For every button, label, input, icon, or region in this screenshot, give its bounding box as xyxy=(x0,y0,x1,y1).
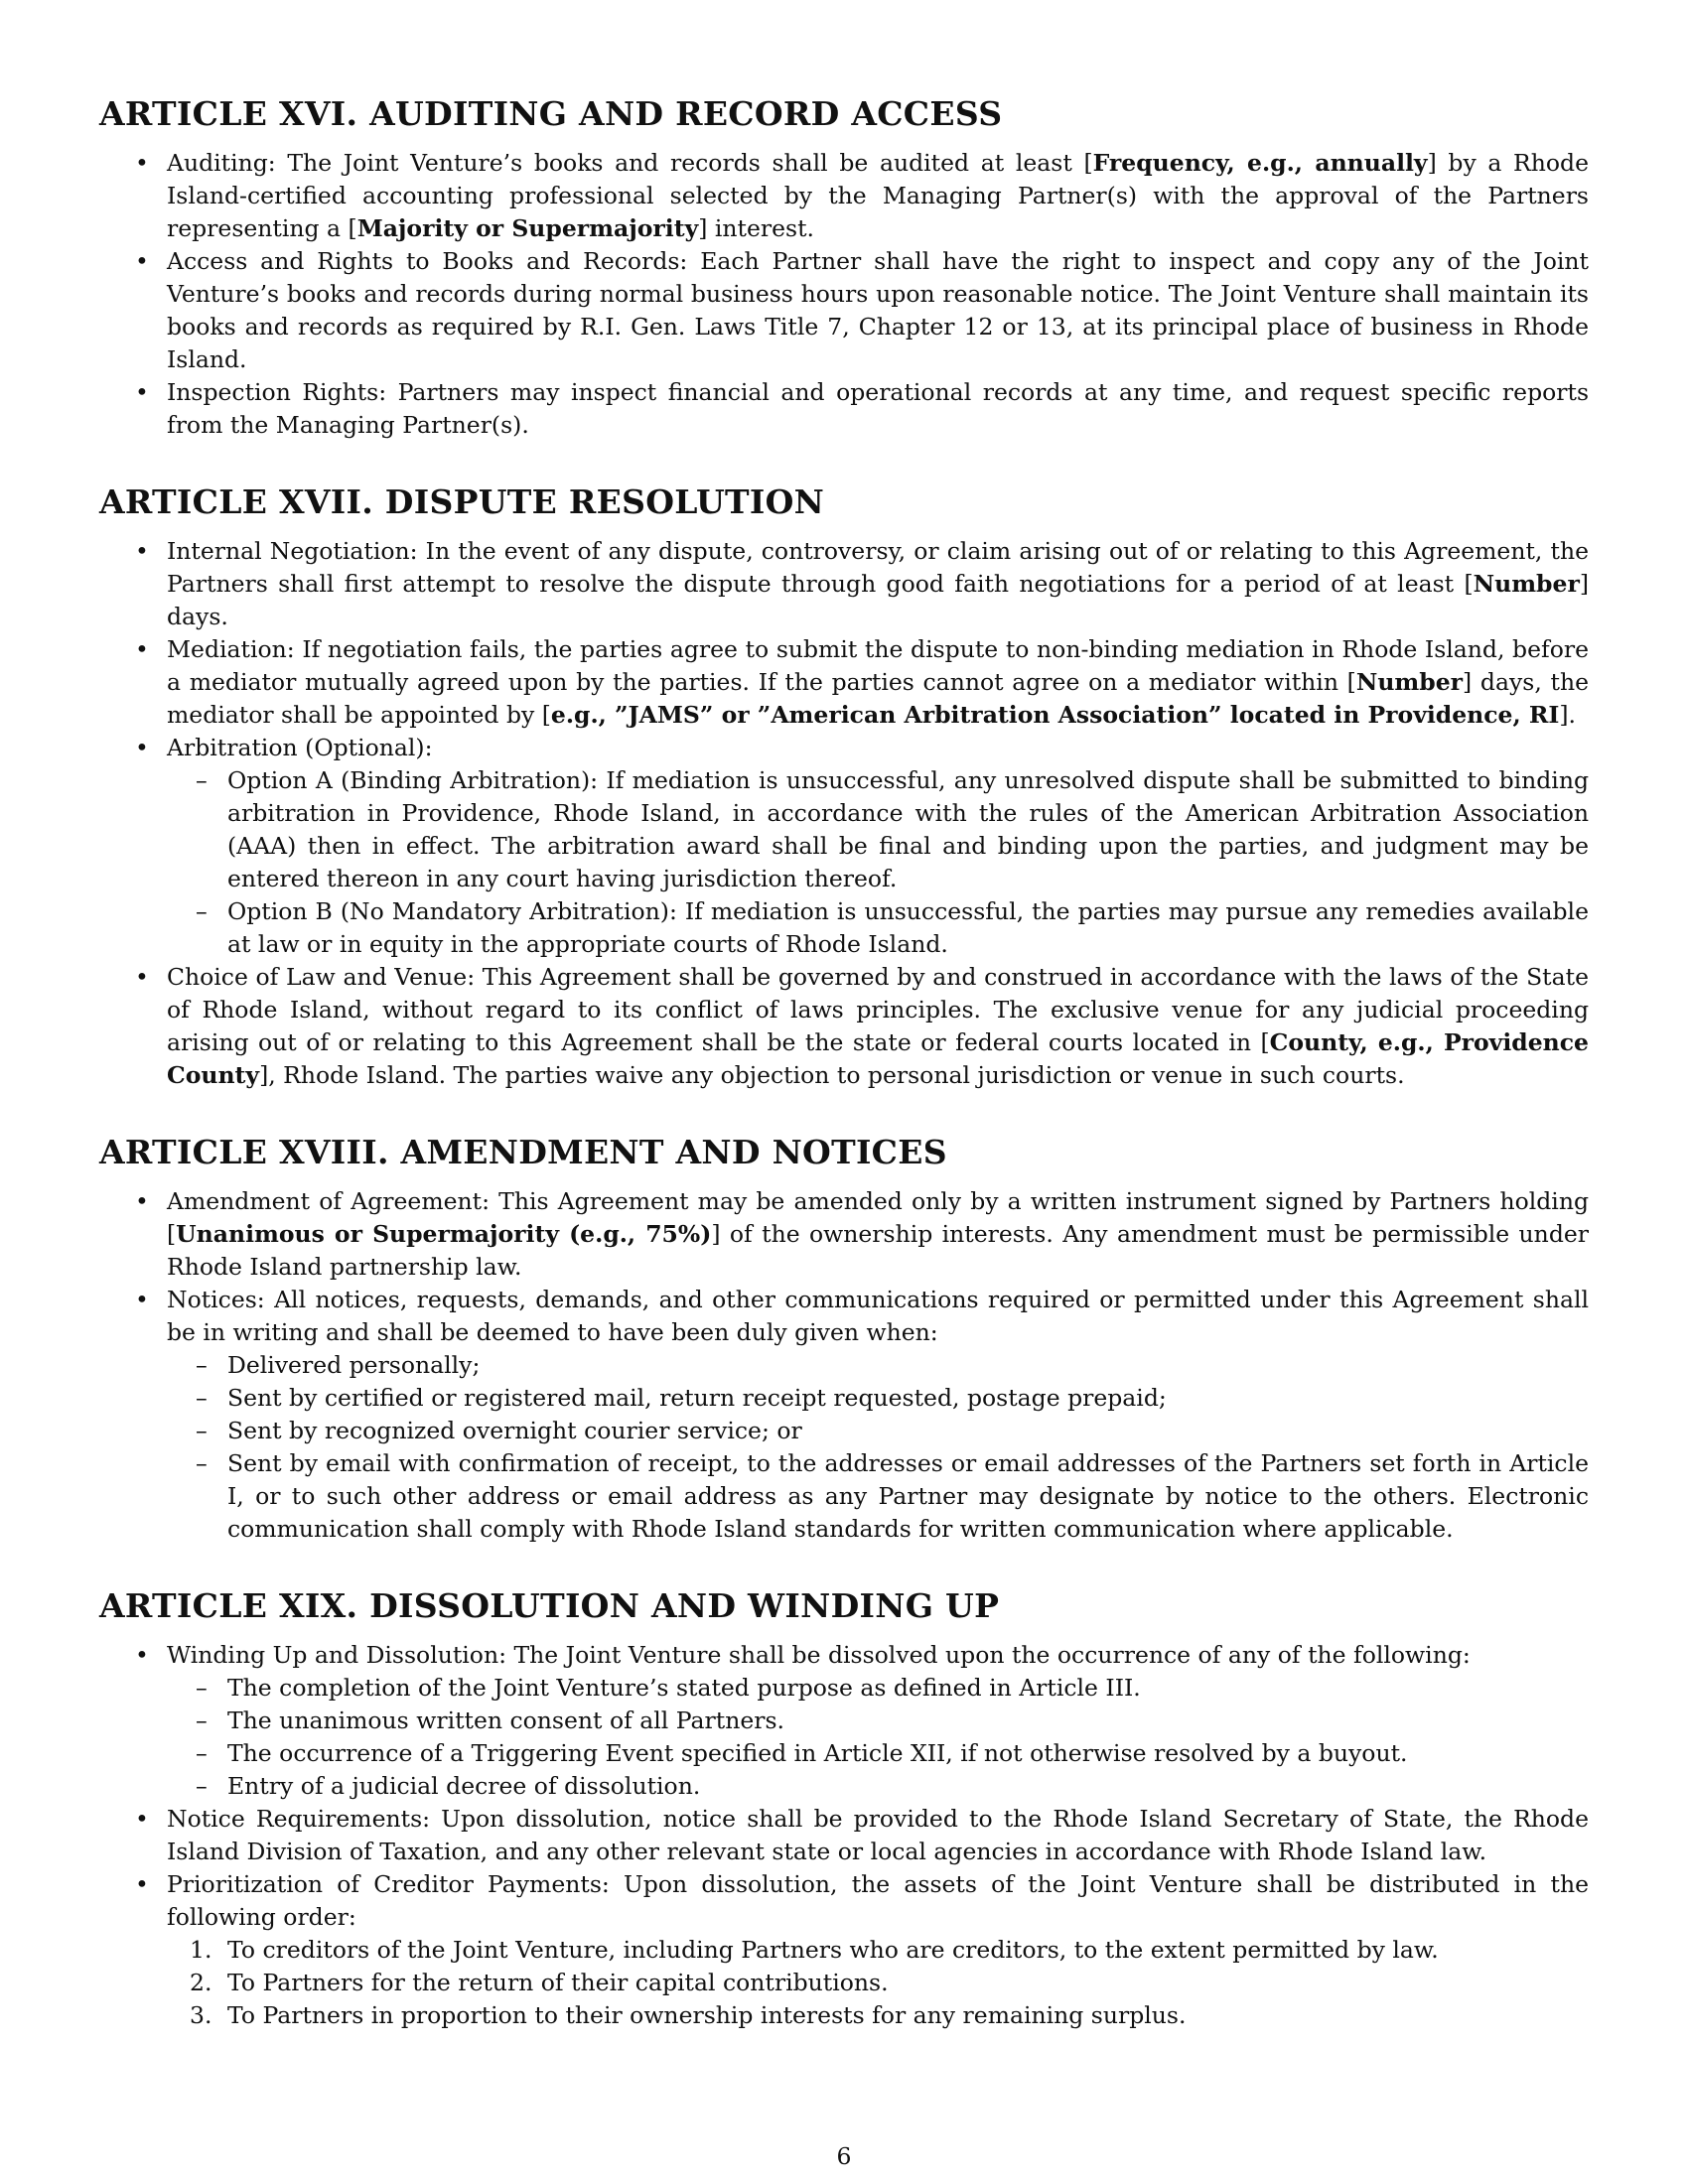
article-xvii-section xyxy=(99,479,1589,1092)
list-item: • Amendment of Agreement: This Agreement may be amended only by a written instrument signed by Partners holding [Unanimous or Supermajority (e.g., 75%)] of the ownership interests. Any amendment must be permissible under Rhode Island partnership law. xyxy=(99,1185,1589,1284)
numbered-item: 3. To Partners in proportion to their ownership interests for any remaining surplus. xyxy=(167,1999,1589,2032)
numbered-item: 2. To Partners for the return of their capital contributions. xyxy=(167,1967,1589,1999)
section-heading: ARTICLE XVII. DISPUTE RESOLUTION xyxy=(99,482,825,521)
bullet-list xyxy=(99,535,1589,1092)
numbered-list xyxy=(167,1934,1589,2032)
sub-list-item: – The unanimous written consent of all Partners. xyxy=(167,1705,1589,1737)
item-number: 2. xyxy=(190,1969,212,1996)
sub-list xyxy=(167,1672,1589,1803)
article-xix-section xyxy=(99,1583,1589,2032)
section-heading: ARTICLE XVIII. AMENDMENT AND NOTICES xyxy=(99,1133,947,1171)
list-item: • Mediation: If negotiation fails, the parties agree to submit the dispute to non-binding mediation in Rhode Island, before a mediator mutually agreed upon by the parties. If the parties cannot agree on a mediator within [Number] days, the mediator shall be appointed by [e.g., ”JAMS” or ”American Arbitration Association” located in Providence, RI]. xyxy=(99,633,1589,732)
list-item: • Internal Negotiation: In the event of any dispute, controversy, or claim arising out of or relating to this Agreement, the Partners shall first attempt to resolve the dispute through good faith negotiations for a period of at least [Number] days. xyxy=(99,535,1589,633)
sub-list-item: – Entry of a judicial decree of dissolution. xyxy=(167,1770,1589,1803)
sub-list-item: – The occurrence of a Triggering Event specified in Article XII, if not otherwise resolved by a buyout. xyxy=(167,1737,1589,1770)
sub-list-item: – Sent by certified or registered mail, return receipt requested, postage prepaid; xyxy=(167,1382,1589,1415)
bullet-list xyxy=(99,147,1589,442)
numbered-item: 1. To creditors of the Joint Venture, including Partners who are creditors, to the extent permitted by law. xyxy=(167,1934,1589,1967)
list-item: • Inspection Rights: Partners may inspect financial and operational records at any time, and request specific reports from the Managing Partner(s). xyxy=(99,376,1589,442)
list-item: • Winding Up and Dissolution: The Joint Venture shall be dissolved upon the occurrence of any of the following: – The completion of the Joint Venture’s stated purpose as defined in Article III. – The unanimous written consent of all Partners. – The occurrence of a Triggering Event specified in Article XII, if not otherwise resolved by a buyout. – Entry of a judicial decree of dissolution. xyxy=(99,1639,1589,1803)
list-item: • Arbitration (Optional): – Option A (Binding Arbitration): If mediation is unsuccessful, any unresolved dispute shall be submitted to binding arbitration in Providence, Rhode Island, in accordance with the rules of the American Arbitration Association (AAA) then in effect. The arbitration award shall be final and binding upon the parties, and judgment may be entered thereon in any court having jurisdiction thereof. – Option B (No Mandatory Arbitration): If mediation is unsuccessful, the parties may pursue any remedies available at law or in equity in the appropriate courts of Rhode Island. xyxy=(99,732,1589,961)
page-number: 6 xyxy=(836,2142,852,2170)
sub-list-item: – Option B (No Mandatory Arbitration): If mediation is unsuccessful, the parties may pursue any remedies available at law or in equity in the appropriate courts of Rhode Island. xyxy=(167,895,1589,961)
list-item: • Notices: All notices, requests, demands, and other communications required or permitted under this Agreement shall be in writing and shall be deemed to have been duly given when: – Delivered personally; – Sent by certified or registered mail, return receipt requested, postage prepaid; – Sent by recognized overnight courier service; or – Sent by email with confirmation of receipt, to the addresses or email addresses of the Partners set forth in Article I, or to such other address or email address as any Partner may designate by notice to the others. Electronic communication shall comply with Rhode Island standards for written communication where applicable. xyxy=(99,1284,1589,1546)
bullet-list xyxy=(99,1185,1589,1546)
list-item: • Prioritization of Creditor Payments: Upon dissolution, the assets of the Joint Venture shall be distributed in the following order: 1. To creditors of the Joint Venture, including Partners who are creditors, to the extent permitted by law. 2. To Partners for the return of their capital contributions. 3. To Partners in proportion to their ownership interests for any remaining surplus. xyxy=(99,1868,1589,2032)
sub-list-item: – Option A (Binding Arbitration): If mediation is unsuccessful, any unresolved dispute shall be submitted to binding arbitration in Providence, Rhode Island, in accordance with the rules of the American Arbitration Association (AAA) then in effect. The arbitration award shall be final and binding upon the parties, and judgment may be entered thereon in any court having jurisdiction thereof. xyxy=(167,764,1589,895)
sub-list-item: – The completion of the Joint Venture’s stated purpose as defined in Article III. xyxy=(167,1672,1589,1705)
list-item: • Access and Rights to Books and Records: Each Partner shall have the right to inspect and copy any of the Joint Venture’s books and records during normal business hours upon reasonable notice. The Joint Venture shall maintain its books and records as required by R.I. Gen. Laws Title 7, Chapter 12 or 13, at its principal place of business in Rhode Island. xyxy=(99,245,1589,376)
document-page xyxy=(99,91,1589,2070)
sub-list-item: – Delivered personally; xyxy=(167,1349,1589,1382)
item-number: 1. xyxy=(190,1936,212,1964)
item-number: 3. xyxy=(190,2001,212,2029)
sub-list xyxy=(167,764,1589,961)
sub-list-item: – Sent by email with confirmation of receipt, to the addresses or email addresses of the Partners set forth in Article I, or to such other address or email address as any Partner may designate by notice to the others. Electronic communication shall comply with Rhode Island standards for written communication where applicable. xyxy=(167,1447,1589,1546)
list-item: • Notice Requirements: Upon dissolution, notice shall be provided to the Rhode Island Secretary of State, the Rhode Island Division of Taxation, and any other relevant state or local agencies in accordance with Rhode Island law. xyxy=(99,1803,1589,1868)
sub-list-item: – Sent by recognized overnight courier service; or xyxy=(167,1415,1589,1447)
article-xvi-section xyxy=(99,91,1589,442)
section-heading: ARTICLE XVI. AUDITING AND RECORD ACCESS xyxy=(99,94,1003,133)
bullet-list xyxy=(99,1639,1589,2032)
sub-list xyxy=(167,1349,1589,1546)
list-item: • Choice of Law and Venue: This Agreement shall be governed by and construed in accordance with the laws of the State of Rhode Island, without regard to its conflict of laws principles. The exclusive venue for any judicial proceeding arising out of or relating to this Agreement shall be the state or federal courts located in [County, e.g., Providence County], Rhode Island. The parties waive any objection to personal jurisdiction or venue in such courts. xyxy=(99,961,1589,1092)
article-xviii-section xyxy=(99,1130,1589,1546)
list-item: • Auditing: The Joint Venture’s books and records shall be audited at least [Frequency, e.g., annually] by a Rhode Island-certified accounting professional selected by the Managing Partner(s) with the approval of the Partners representing a [Majority or Supermajority] interest. xyxy=(99,147,1589,245)
section-heading: ARTICLE XIX. DISSOLUTION AND WINDING UP xyxy=(99,1586,1000,1625)
